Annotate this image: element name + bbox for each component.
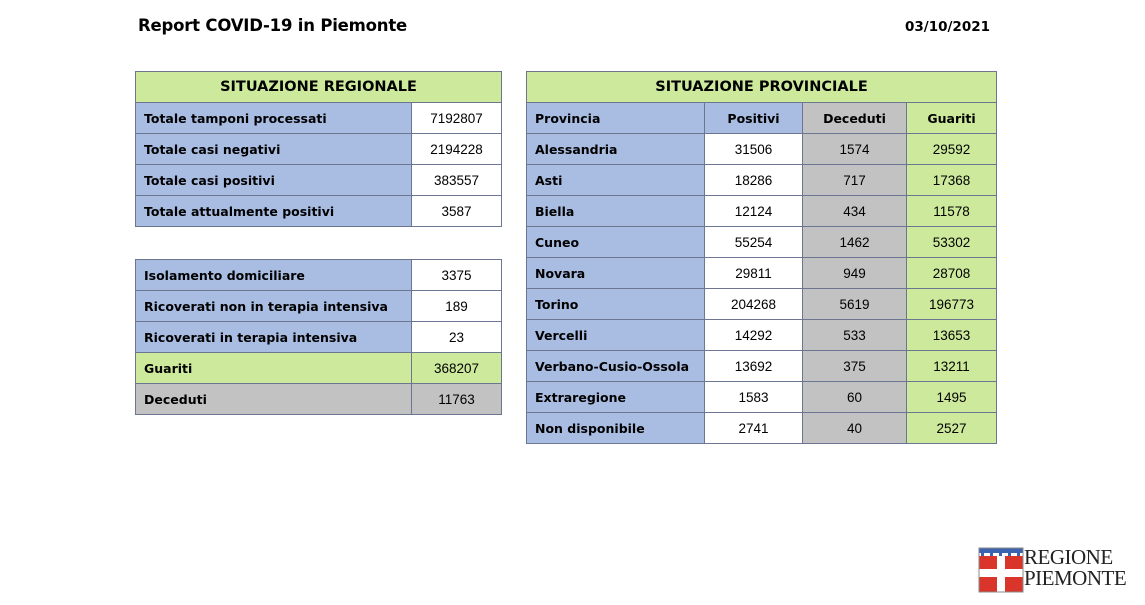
provincia-name: Novara bbox=[527, 258, 705, 289]
provincia-name: Alessandria bbox=[527, 134, 705, 165]
row-label: Totale tamponi processati bbox=[136, 103, 412, 134]
row-value: 23 bbox=[412, 322, 502, 353]
column-header-deceduti: Deceduti bbox=[803, 103, 907, 134]
column-header-guariti: Guariti bbox=[907, 103, 997, 134]
row-label: Ricoverati non in terapia intensiva bbox=[136, 291, 412, 322]
table-row bbox=[527, 134, 997, 165]
provincial-table bbox=[526, 71, 997, 444]
provincia-name: Vercelli bbox=[527, 320, 705, 351]
deceduti-value: 1462 bbox=[803, 227, 907, 258]
table-row bbox=[527, 413, 997, 444]
guariti-value: 2527 bbox=[907, 413, 997, 444]
regione-piemonte-logo bbox=[978, 547, 1138, 593]
table-row bbox=[527, 227, 997, 258]
provincia-name: Torino bbox=[527, 289, 705, 320]
table-row bbox=[136, 165, 502, 196]
row-label: Deceduti bbox=[136, 384, 412, 415]
guariti-value: 1495 bbox=[907, 382, 997, 413]
table-row bbox=[527, 320, 997, 351]
table-row bbox=[136, 260, 502, 291]
report-date: 03/10/2021 bbox=[905, 19, 991, 35]
table-row bbox=[527, 289, 997, 320]
row-value: 2194228 bbox=[412, 134, 502, 165]
guariti-value: 28708 bbox=[907, 258, 997, 289]
positivi-value: 55254 bbox=[705, 227, 803, 258]
deceduti-value: 717 bbox=[803, 165, 907, 196]
row-value: 3587 bbox=[412, 196, 502, 227]
table-row-guariti bbox=[136, 353, 502, 384]
deceduti-value: 949 bbox=[803, 258, 907, 289]
regional-summary-table bbox=[135, 71, 502, 227]
guariti-value: 196773 bbox=[907, 289, 997, 320]
deceduti-value: 5619 bbox=[803, 289, 907, 320]
patient-status-table bbox=[135, 259, 502, 415]
positivi-value: 12124 bbox=[705, 196, 803, 227]
regional-table-title: SITUAZIONE REGIONALE bbox=[136, 72, 502, 103]
table-row bbox=[527, 258, 997, 289]
logo-text bbox=[1024, 547, 1126, 589]
deceduti-value: 40 bbox=[803, 413, 907, 444]
deceduti-value: 375 bbox=[803, 351, 907, 382]
row-value: 189 bbox=[412, 291, 502, 322]
positivi-value: 1583 bbox=[705, 382, 803, 413]
row-value: 7192807 bbox=[412, 103, 502, 134]
guariti-value: 17368 bbox=[907, 165, 997, 196]
piemonte-flag-icon bbox=[978, 547, 1024, 593]
guariti-value: 29592 bbox=[907, 134, 997, 165]
table-row bbox=[527, 165, 997, 196]
deceduti-value: 1574 bbox=[803, 134, 907, 165]
deceduti-value: 434 bbox=[803, 196, 907, 227]
table-row bbox=[136, 134, 502, 165]
table-row bbox=[136, 291, 502, 322]
provincia-name: Asti bbox=[527, 165, 705, 196]
guariti-value: 13653 bbox=[907, 320, 997, 351]
positivi-value: 31506 bbox=[705, 134, 803, 165]
column-header-positivi: Positivi bbox=[705, 103, 803, 134]
row-value: 3375 bbox=[412, 260, 502, 291]
logo-line-1: REGIONE bbox=[1024, 545, 1113, 569]
positivi-value: 29811 bbox=[705, 258, 803, 289]
logo-line-2: PIEMONTE bbox=[1024, 566, 1127, 590]
table-row bbox=[136, 103, 502, 134]
guariti-value: 13211 bbox=[907, 351, 997, 382]
row-label: Guariti bbox=[136, 353, 412, 384]
row-value: 383557 bbox=[412, 165, 502, 196]
row-value: 368207 bbox=[412, 353, 502, 384]
positivi-value: 13692 bbox=[705, 351, 803, 382]
positivi-value: 204268 bbox=[705, 289, 803, 320]
guariti-value: 11578 bbox=[907, 196, 997, 227]
row-label: Totale casi positivi bbox=[136, 165, 412, 196]
column-header-row bbox=[527, 103, 997, 134]
row-value: 11763 bbox=[412, 384, 502, 415]
deceduti-value: 533 bbox=[803, 320, 907, 351]
provincia-name: Cuneo bbox=[527, 227, 705, 258]
table-row-deceduti bbox=[136, 384, 502, 415]
positivi-value: 2741 bbox=[705, 413, 803, 444]
table-row bbox=[527, 196, 997, 227]
provincial-table-title: SITUAZIONE PROVINCIALE bbox=[527, 72, 997, 103]
deceduti-value: 60 bbox=[803, 382, 907, 413]
report-title: Report COVID-19 in Piemonte bbox=[138, 16, 408, 35]
provincia-name: Verbano-Cusio-Ossola bbox=[527, 351, 705, 382]
provincia-name: Non disponibile bbox=[527, 413, 705, 444]
positivi-value: 18286 bbox=[705, 165, 803, 196]
row-label: Totale attualmente positivi bbox=[136, 196, 412, 227]
row-label: Ricoverati in terapia intensiva bbox=[136, 322, 412, 353]
positivi-value: 14292 bbox=[705, 320, 803, 351]
table-row bbox=[527, 351, 997, 382]
provincia-name: Extraregione bbox=[527, 382, 705, 413]
table-row bbox=[136, 196, 502, 227]
provincia-name: Biella bbox=[527, 196, 705, 227]
row-label: Totale casi negativi bbox=[136, 134, 412, 165]
table-row bbox=[136, 322, 502, 353]
column-header-provincia: Provincia bbox=[527, 103, 705, 134]
table-row bbox=[527, 382, 997, 413]
row-label: Isolamento domiciliare bbox=[136, 260, 412, 291]
guariti-value: 53302 bbox=[907, 227, 997, 258]
